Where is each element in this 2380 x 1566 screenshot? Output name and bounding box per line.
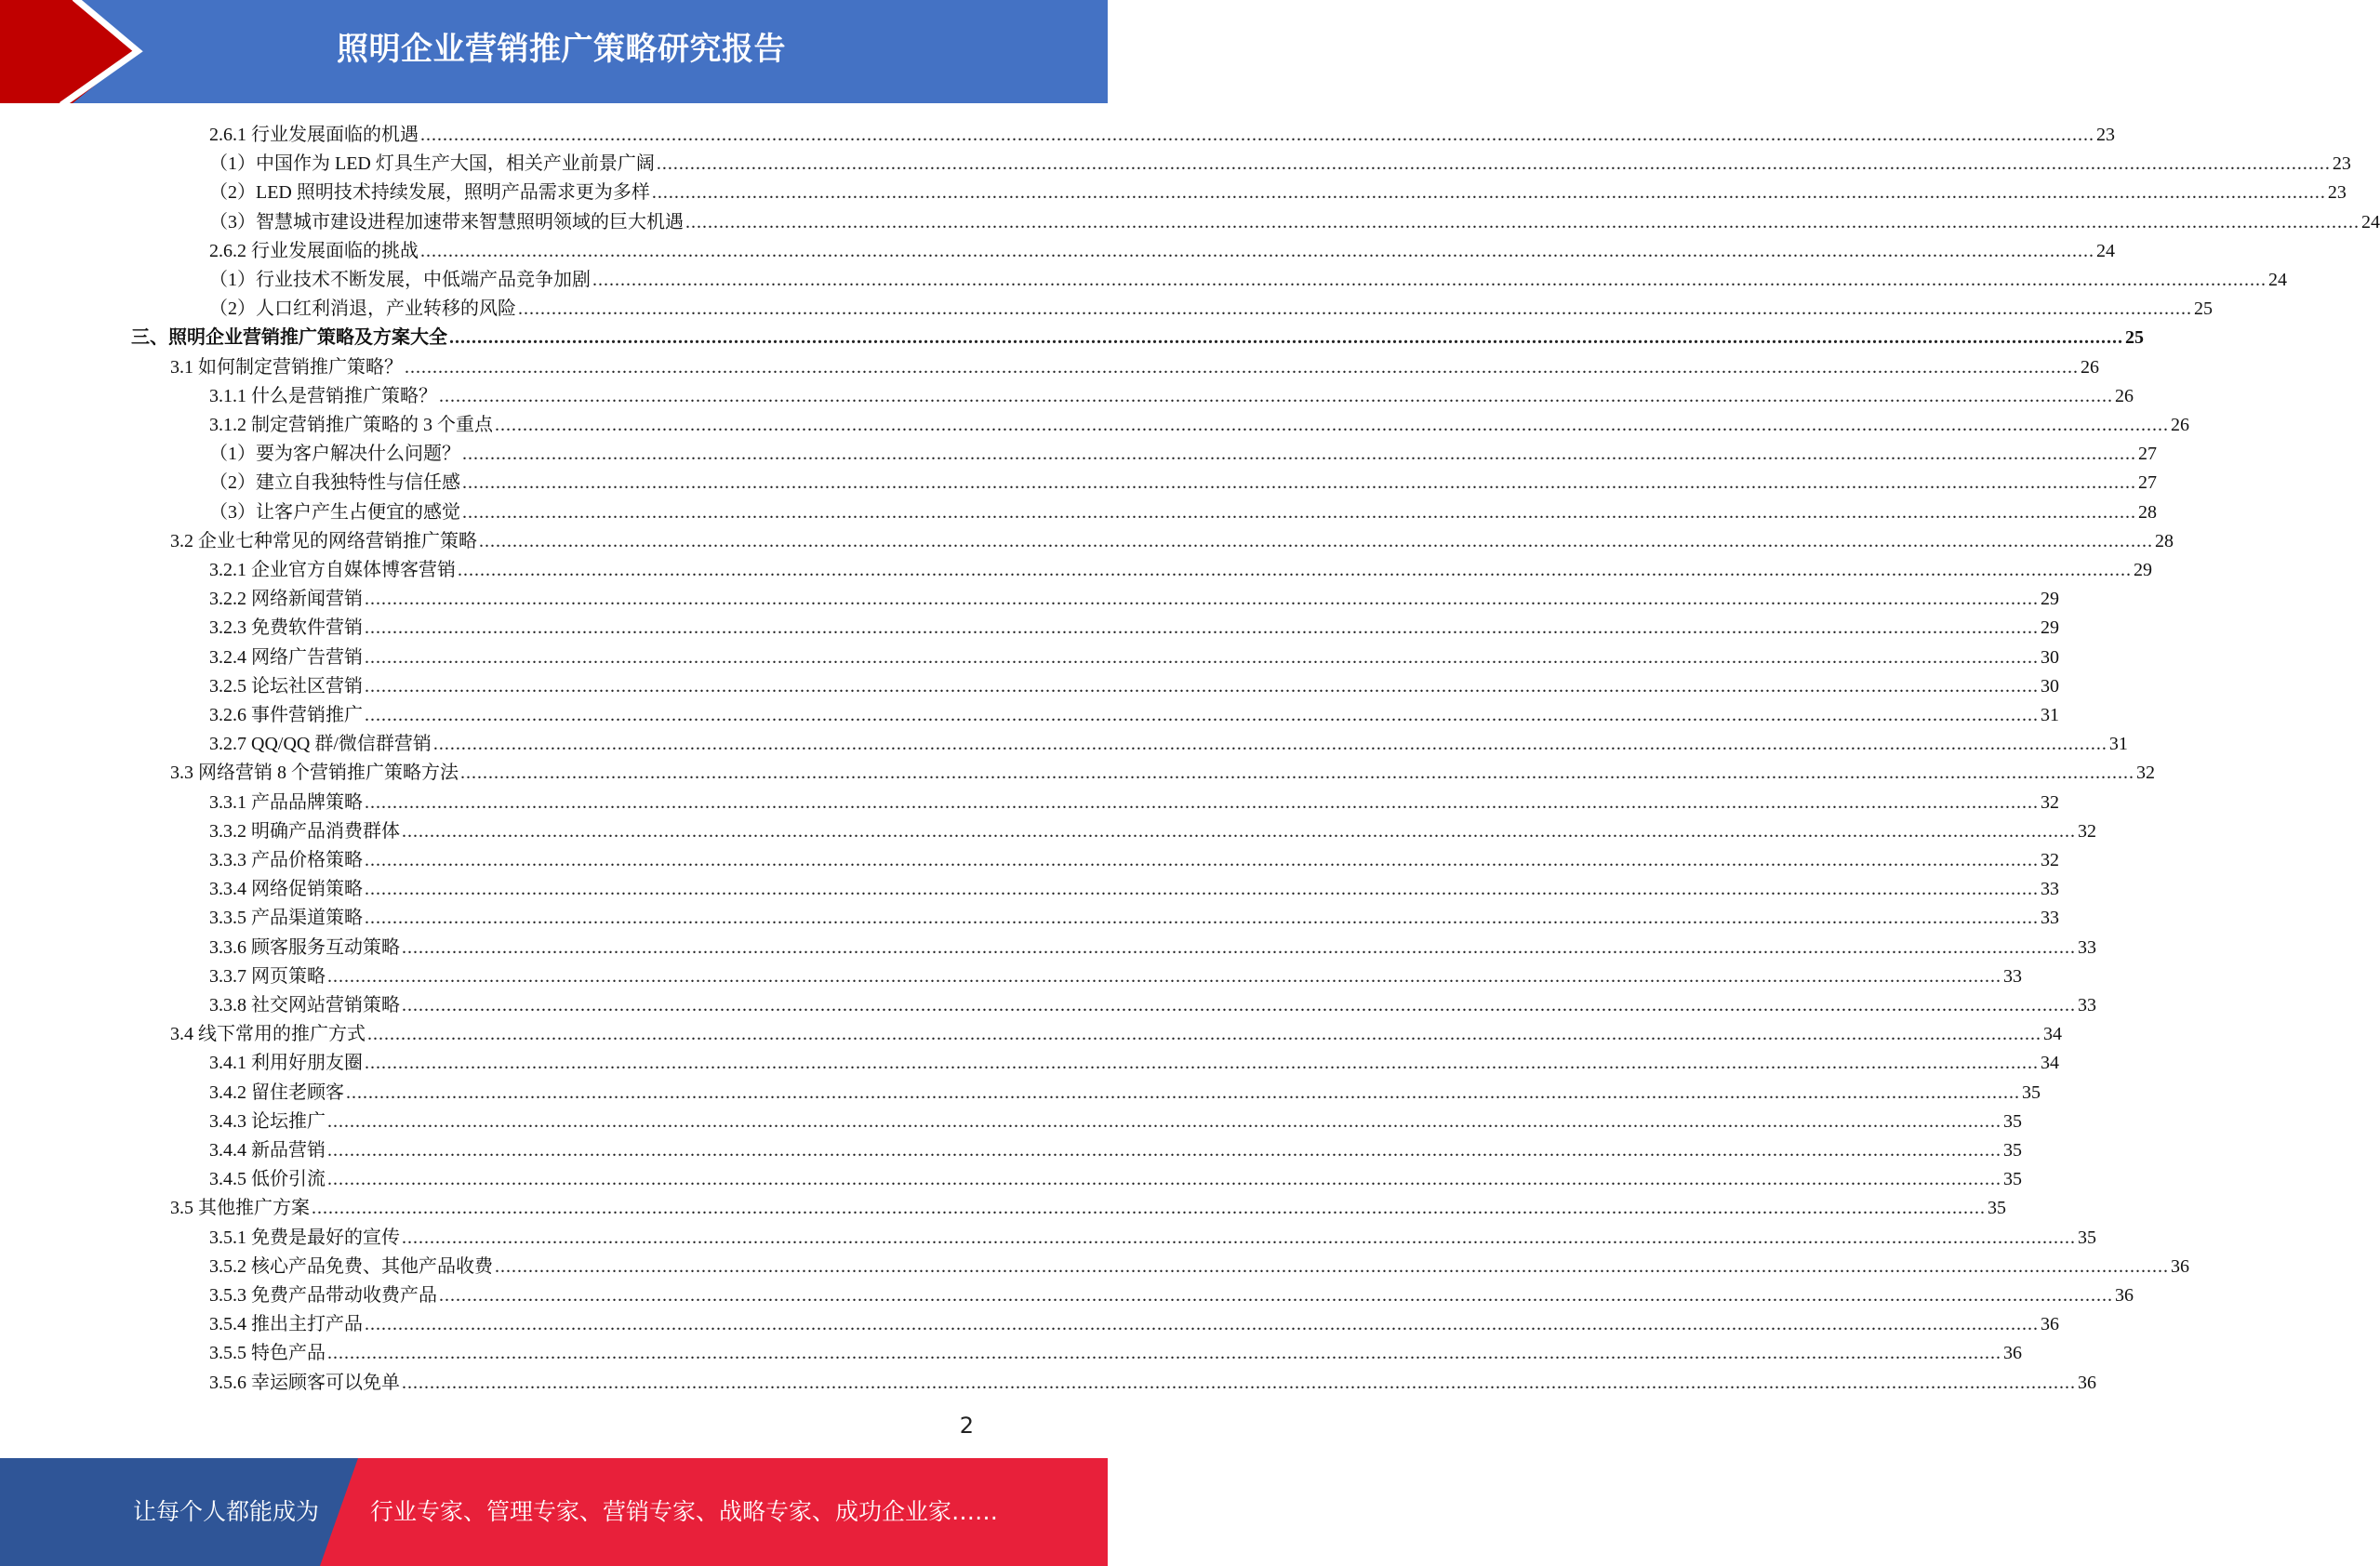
toc-entry-title: 3.4.3 论坛推广 <box>209 1110 326 1132</box>
toc-entry-title: 3.3.7 网页策略 <box>209 965 326 987</box>
toc-entry-title: 3.2.4 网络广告营销 <box>209 646 363 668</box>
toc-entry-title: 2.6.1 行业发展面临的机遇 <box>209 125 419 145</box>
toc-entry-title: （1）要为客户解决什么问题？ <box>209 444 460 465</box>
toc-entry[interactable] <box>170 524 2174 553</box>
toc-entry[interactable] <box>209 1162 2022 1191</box>
toc-entry-page: 36 <box>2078 1372 2096 1393</box>
toc-entry[interactable] <box>209 234 2115 263</box>
toc-entry-page: 33 <box>2003 965 2022 987</box>
toc-leader-dots: ............................................................................................................................................................................................................................................................................................................ <box>462 472 2136 494</box>
toc-entry-page: 30 <box>2041 675 2059 697</box>
toc-entry-title: 3.5.4 推出主打产品 <box>209 1314 363 1335</box>
toc-entry[interactable] <box>209 1279 2134 1307</box>
toc-leader-dots: ............................................................................................................................................................................................................................................................................................................ <box>479 530 2153 551</box>
toc-leader-dots: ............................................................................................................................................................................................................................................................................................................ <box>365 908 2039 929</box>
toc-entry-page: 35 <box>2003 1169 2022 1190</box>
toc-entry-title: 3.1.1 什么是营销推广策略？ <box>209 385 437 406</box>
toc-entry-title: 3.3.5 产品渠道策略 <box>209 908 363 929</box>
toc-entry-page: 26 <box>2171 415 2189 435</box>
toc-leader-dots: ............................................................................................................................................................................................................................................................................................................ <box>458 560 2132 580</box>
toc-entry-page: 27 <box>2138 444 2157 465</box>
toc-leader-dots: ............................................................................................................................................................................................................................................................................................................ <box>518 299 2192 320</box>
toc-entry-title: 3.3.6 顾客服务互动策略 <box>209 936 400 958</box>
toc-leader-dots: ............................................................................................................................................................................................................................................................................................................ <box>402 1227 2076 1248</box>
page-footer <box>0 1458 1108 1566</box>
toc-entry[interactable] <box>209 989 2096 1017</box>
toc-entry-title: 3.2.3 免费软件营销 <box>209 617 363 639</box>
toc-leader-dots: ............................................................................................................................................................................................................................................................................................................ <box>439 1285 2113 1306</box>
toc-entry-title: 3.5.5 特色产品 <box>209 1343 326 1364</box>
toc-leader-dots: ............................................................................................................................................................................................................................................................................................................ <box>365 1053 2039 1074</box>
toc-leader-dots: ............................................................................................................................................................................................................................................................................................................ <box>365 589 2039 610</box>
toc-entry-title: 3.5.3 免费产品带动收费产品 <box>209 1285 437 1306</box>
toc-entry[interactable] <box>209 292 2213 321</box>
toc-entry-page: 29 <box>2134 560 2152 580</box>
toc-leader-dots: ............................................................................................................................................................................................................................................................................................................ <box>462 501 2136 523</box>
toc-entry-title: 3.1.2 制定营销推广策略的 3 个重点 <box>209 415 493 435</box>
toc-entry[interactable] <box>170 351 2099 379</box>
toc-entry-title: 3.3.8 社交网站营销策略 <box>209 995 400 1015</box>
toc-entry[interactable] <box>209 1366 2096 1395</box>
toc-entry[interactable] <box>131 321 2144 350</box>
toc-entry[interactable] <box>209 1250 2189 1279</box>
toc-entry-page: 33 <box>2078 995 2096 1015</box>
toc-entry-page: 23 <box>2332 153 2351 175</box>
toc-entry[interactable] <box>209 843 2059 872</box>
toc-entry-page: 34 <box>2041 1053 2059 1074</box>
toc-entry-page: 29 <box>2041 617 2059 639</box>
toc-entry[interactable] <box>209 670 2059 698</box>
footer-slogan-left: 让每个人都能成为 <box>133 1498 320 1525</box>
toc-entry-page: 36 <box>2171 1255 2189 1277</box>
toc-entry-page: 32 <box>2078 820 2096 842</box>
toc-entry[interactable] <box>209 176 2347 205</box>
toc-leader-dots: ............................................................................................................................................................................................................................................................................................................ <box>685 211 2360 232</box>
toc-entry-page: 24 <box>2268 270 2287 290</box>
toc-leader-dots: ............................................................................................................................................................................................................................................................................................................ <box>327 1343 2001 1364</box>
toc-entry[interactable] <box>209 698 2059 727</box>
toc-entry[interactable] <box>209 1307 2059 1336</box>
toc-entry-page: 23 <box>2327 182 2347 204</box>
toc-entry-page: 36 <box>2041 1314 2059 1335</box>
toc-entry[interactable] <box>209 960 2022 989</box>
toc-leader-dots: ............................................................................................................................................................................................................................................................................................................ <box>327 965 2001 987</box>
toc-entry[interactable] <box>209 931 2096 960</box>
toc-entry-title: 3.5.1 免费是最好的宣传 <box>209 1227 400 1248</box>
toc-entry-title: （2）建立自我独特性与信任感 <box>209 472 460 494</box>
toc-entry[interactable] <box>209 466 2157 495</box>
toc-leader-dots: ............................................................................................................................................................................................................................................................................................................ <box>365 705 2039 725</box>
toc-entry[interactable] <box>209 641 2059 670</box>
toc-entry[interactable] <box>170 756 2155 785</box>
toc-leader-dots: ............................................................................................................................................................................................................................................................................................................ <box>592 270 2267 290</box>
toc-entry-title: （1）中国作为 LED 灯具生产大国，相关产业前景广阔 <box>209 153 655 175</box>
toc-leader-dots: ............................................................................................................................................................................................................................................................................................................ <box>365 850 2039 870</box>
toc-entry-title: 3.5.2 核心产品免费、其他产品收费 <box>209 1255 493 1277</box>
toc-leader-dots: ............................................................................................................................................................................................................................................................................................................ <box>432 734 2107 755</box>
toc-entry-page: 27 <box>2138 472 2157 494</box>
toc-entry-title: 2.6.2 行业发展面临的挑战 <box>209 240 419 261</box>
toc-entry-page: 36 <box>2003 1343 2022 1364</box>
toc-entry-page: 28 <box>2155 530 2174 551</box>
toc-entry-page: 25 <box>2194 299 2213 320</box>
toc-entry-page: 35 <box>1988 1198 2006 1219</box>
toc-leader-dots: ............................................................................................................................................................................................................................................................................................................ <box>402 820 2076 842</box>
toc-leader-dots: ............................................................................................................................................................................................................................................................................................................ <box>420 125 2094 145</box>
toc-entry-page: 33 <box>2078 936 2096 958</box>
toc-entry-title: （2）人口红利消退，产业转移的风险 <box>209 299 516 320</box>
toc-entry[interactable] <box>209 815 2096 843</box>
toc-leader-dots: ............................................................................................................................................................................................................................................................................................................ <box>402 995 2076 1015</box>
toc-entry-title: 3.4.2 留住老顾客 <box>209 1082 344 1103</box>
toc-entry[interactable] <box>209 1336 2022 1365</box>
toc-leader-dots: ............................................................................................................................................................................................................................................................................................................ <box>495 1255 2169 1277</box>
toc-entry-title: 3.2.7 QQ/QQ 群/微信群营销 <box>209 734 432 755</box>
toc-entry-title: （2）LED 照明技术持续发展，照明产品需求更为多样 <box>209 182 650 204</box>
toc-entry-title: 3.3.3 产品价格策略 <box>209 850 363 870</box>
toc-leader-dots: ............................................................................................................................................................................................................................................................................................................ <box>460 763 2134 784</box>
toc-entry[interactable] <box>209 1221 2096 1250</box>
toc-entry[interactable] <box>209 437 2157 466</box>
toc-entry-title: 3.1 如何制定营销推广策略？ <box>170 356 403 378</box>
toc-entry[interactable] <box>170 1191 2006 1220</box>
toc-leader-dots: ............................................................................................................................................................................................................................................................................................................ <box>495 415 2169 435</box>
toc-entry-title: 3.2.5 论坛社区营销 <box>209 675 363 697</box>
toc-entry-page: 33 <box>2041 879 2059 900</box>
toc-leader-dots: ............................................................................................................................................................................................................................................................................................................ <box>365 791 2039 813</box>
toc-entry[interactable] <box>170 1017 2062 1046</box>
toc-entry-page: 25 <box>2125 327 2144 349</box>
toc-entry-page: 26 <box>2081 356 2099 378</box>
toc-entry-page: 35 <box>2003 1110 2022 1132</box>
toc-entry[interactable] <box>209 727 2128 756</box>
toc-entry[interactable] <box>209 553 2152 582</box>
toc-leader-dots: ............................................................................................................................................................................................................................................................................................................ <box>402 1372 2076 1393</box>
toc-entry-title: 3.2.1 企业官方自媒体博客营销 <box>209 560 456 580</box>
toc-leader-dots: ............................................................................................................................................................................................................................................................................................................ <box>656 153 2331 175</box>
toc-entry[interactable] <box>209 496 2157 524</box>
toc-entry-title: 3.5 其他推广方案 <box>170 1198 310 1219</box>
toc-leader-dots: ............................................................................................................................................................................................................................................................................................................ <box>365 646 2039 668</box>
toc-entry[interactable] <box>209 611 2059 640</box>
toc-entry-page: 31 <box>2041 705 2059 725</box>
toc-entry-page: 36 <box>2115 1285 2134 1306</box>
toc-leader-dots: ............................................................................................................................................................................................................................................................................................................ <box>449 327 2123 349</box>
toc-leader-dots: ............................................................................................................................................................................................................................................................................................................ <box>312 1198 1986 1219</box>
toc-entry-title: （3）让客户产生占便宜的感觉 <box>209 501 460 523</box>
toc-leader-dots: ............................................................................................................................................................................................................................................................................................................ <box>327 1110 2001 1132</box>
page-header <box>0 0 1108 103</box>
toc-entry[interactable] <box>209 1105 2022 1134</box>
toc-entry-page: 35 <box>2022 1082 2041 1103</box>
toc-entry[interactable] <box>209 872 2059 901</box>
toc-entry-page: 35 <box>2003 1140 2022 1161</box>
toc-entry-page: 23 <box>2096 125 2115 145</box>
toc-entry-title: 3.4.4 新品营销 <box>209 1140 326 1161</box>
toc-entry-page: 34 <box>2043 1024 2062 1045</box>
toc-entry-page: 32 <box>2041 791 2059 813</box>
toc-leader-dots: ............................................................................................................................................................................................................................................................................................................ <box>439 385 2113 406</box>
toc-entry[interactable] <box>209 1046 2059 1075</box>
toc-entry[interactable] <box>209 582 2059 611</box>
toc-entry[interactable] <box>209 206 2380 234</box>
toc-entry[interactable] <box>209 1134 2022 1162</box>
toc-entry-page: 32 <box>2041 850 2059 870</box>
toc-leader-dots: ............................................................................................................................................................................................................................................................................................................ <box>402 936 2076 958</box>
toc-entry-title: 3.5.6 幸运顾客可以免单 <box>209 1372 400 1393</box>
toc-leader-dots: ............................................................................................................................................................................................................................................................................................................ <box>365 1314 2039 1335</box>
toc-entry-title: 3.2 企业七种常见的网络营销推广策略 <box>170 530 477 551</box>
toc-entry-page: 35 <box>2078 1227 2096 1248</box>
toc-entry[interactable] <box>209 379 2134 408</box>
toc-entry-page: 26 <box>2115 385 2134 406</box>
footer-slogan-right: 行业专家、管理专家、营销专家、战略专家、成功企业家…… <box>370 1498 999 1525</box>
toc-leader-dots: ............................................................................................................................................................................................................................................................................................................ <box>346 1082 2020 1103</box>
toc-entry-page: 28 <box>2138 501 2157 523</box>
toc-entry[interactable] <box>209 147 2351 176</box>
toc-leader-dots: ............................................................................................................................................................................................................................................................................................................ <box>365 675 2039 697</box>
toc-entry[interactable] <box>209 263 2287 292</box>
toc-entry-title: 3.3 网络营销 8 个营销推广策略方法 <box>170 763 459 784</box>
toc-entry-page: 24 <box>2361 211 2380 232</box>
toc-entry-page: 24 <box>2096 240 2115 261</box>
toc-leader-dots: ............................................................................................................................................................................................................................................................................................................ <box>365 879 2039 900</box>
toc-leader-dots: ............................................................................................................................................................................................................................................................................................................ <box>327 1169 2001 1190</box>
toc-leader-dots: ............................................................................................................................................................................................................................................................................................................ <box>651 182 2326 204</box>
toc-entry-title: 3.2.6 事件营销推广 <box>209 705 363 725</box>
toc-entry-title: 三、照明企业营销推广策略及方案大全 <box>131 327 447 349</box>
toc-entry[interactable] <box>209 118 2115 147</box>
toc-entry-page: 30 <box>2041 646 2059 668</box>
toc-entry-title: 3.4.5 低价引流 <box>209 1169 326 1190</box>
toc-entry-page: 32 <box>2136 763 2155 784</box>
toc-leader-dots: ............................................................................................................................................................................................................................................................................................................ <box>462 444 2136 465</box>
toc-entry-title: （3）智慧城市建设进程加速带来智慧照明领域的巨大机遇 <box>209 211 684 232</box>
toc-entry[interactable] <box>209 901 2059 930</box>
toc-entry[interactable] <box>209 408 2189 437</box>
toc-entry-title: （1）行业技术不断发展，中低端产品竞争加剧 <box>209 270 591 290</box>
toc-entry-page: 29 <box>2041 589 2059 610</box>
toc-entry-page: 33 <box>2041 908 2059 929</box>
toc-leader-dots: ............................................................................................................................................................................................................................................................................................................ <box>420 240 2094 261</box>
toc-entry[interactable] <box>209 1076 2041 1105</box>
toc-entry-title: 3.4 线下常用的推广方式 <box>170 1024 366 1045</box>
toc-leader-dots: ............................................................................................................................................................................................................................................................................................................ <box>405 356 2079 378</box>
toc-entry-title: 3.4.1 利用好朋友圈 <box>209 1053 363 1074</box>
toc-leader-dots: ............................................................................................................................................................................................................................................................................................................ <box>367 1024 2041 1045</box>
toc-entry-title: 3.2.2 网络新闻营销 <box>209 589 363 610</box>
toc-entry-title: 3.3.2 明确产品消费群体 <box>209 820 400 842</box>
toc-leader-dots: ............................................................................................................................................................................................................................................................................................................ <box>365 617 2039 639</box>
page-number: 2 <box>959 1413 974 1439</box>
toc-leader-dots: ............................................................................................................................................................................................................................................................................................................ <box>327 1140 2001 1161</box>
header-title: 照明企业营销推广策略研究报告 <box>337 31 786 68</box>
toc-entry-title: 3.3.4 网络促销策略 <box>209 879 363 900</box>
toc-entry-page: 31 <box>2108 734 2128 755</box>
toc-entry[interactable] <box>209 786 2059 815</box>
toc-entry-title: 3.3.1 产品品牌策略 <box>209 791 363 813</box>
